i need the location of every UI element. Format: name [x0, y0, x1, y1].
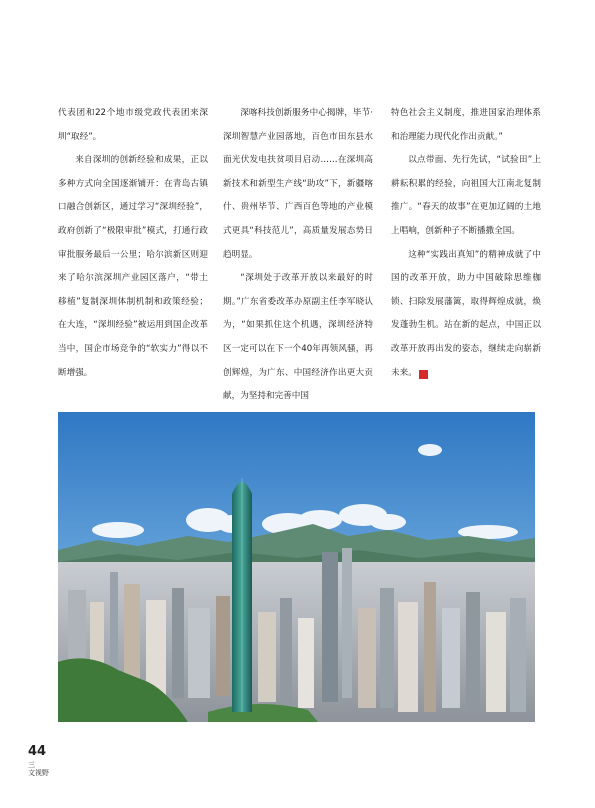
- paragraph: “深圳处于改革开放以来最好的时期。”广东省委改革办原副主任李军晓认为，“如果抓住这个机遇，深圳经济特区一定可以在下一个40年再领风骚，再创辉煌，为广东、中国经济作出更大贡献，为坚持和完善中国: [223, 273, 373, 402]
- article-end-mark-icon: W: [419, 370, 428, 379]
- article-column-3: [391, 102, 541, 385]
- paragraph: 来自深圳的创新经验和成果，正以多种方式向全国逐渐铺开：在青岛古镇口融合创新区，通过学习“深圳经验”，政府创新了“极限审批”模式，打通行政审批服务最后一公里；哈尔滨新区则迎来了哈尔滨深圳产业园区落户，“带土移植”复制深圳体制机制和政策经验；在大连，“深圳经验”被运用到国企改革当中，国企市场竞争的“软实力”得以不断增强。: [58, 155, 208, 378]
- paragraph: 深喀科技创新服务中心揭牌，毕节·深圳智慧产业园落地，百色市田东县水面光伏发电扶贫项目启动……在深圳高新技术和新型生产线“助攻”下，新疆喀什、贵州毕节、广西百色等地的产业模式更具“科技范儿”，高质量发展态势日趋明显。: [223, 108, 373, 260]
- page-number: 44: [28, 744, 47, 759]
- masthead-line-1: 三: [28, 761, 35, 769]
- masthead-line-2: 文视野: [28, 769, 49, 777]
- paragraph: 特色社会主义制度，推进国家治理体系和治理能力现代化作出贡献。”: [391, 108, 541, 142]
- city-skyline-photo: [58, 412, 535, 722]
- paragraph: [391, 244, 541, 386]
- paragraph-text: 这种“实践出真知”的精神成就了中国的改革开放，助力中国破除思维枷锁、扫除发展藩篱，取得辉煌成就，焕发蓬勃生机。站在新的起点，中国正以改革开放再出发的姿态，继续走向崭新未来。: [391, 249, 541, 378]
- magazine-masthead: [28, 761, 49, 777]
- paragraph: 代表团和22个地市级党政代表团来深圳“取经”。: [58, 108, 208, 142]
- article-column-2: [223, 102, 373, 409]
- article-column-1: [58, 102, 208, 385]
- paragraph: 以点带面、先行先试，“试验田”上耕耘积累的经验，向祖国大江南北复制推广。“春天的故事”在更加辽阔的土地上唱响，创新种子不断播撒全国。: [391, 155, 541, 236]
